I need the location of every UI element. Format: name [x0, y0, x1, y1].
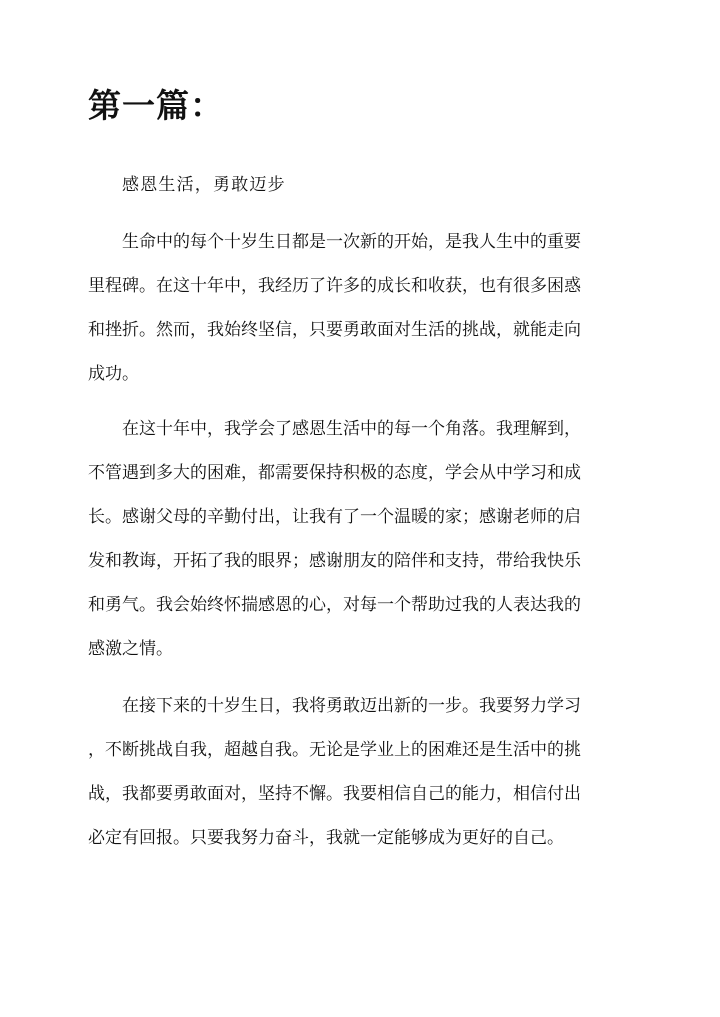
paragraph-line: 里程碑。在这十年中，我经历了许多的成长和收获，也有很多困惑: [88, 276, 581, 296]
paragraph-line: 和勇气。我会始终怀揣感恩的心，对每一个帮助过我的人表达我的: [88, 595, 581, 615]
essay-title: 感恩生活，勇敢迈步: [122, 175, 286, 195]
paragraph-1: [88, 220, 633, 396]
paragraph-3: [88, 684, 633, 860]
paragraph-line: 成功。: [88, 364, 139, 384]
paragraph-line: ，不断挑战自我，超越自我。无论是学业上的困难还是生活中的挑: [88, 740, 581, 760]
paragraph-2: [88, 407, 633, 671]
paragraph-line: 生命中的每个十岁生日都是一次新的开始，是我人生中的重要: [122, 232, 581, 252]
paragraph-line: 发和教诲，开拓了我的眼界；感谢朋友的陪伴和支持，带给我快乐: [88, 551, 581, 571]
document-heading: 第一篇：: [88, 86, 224, 125]
paragraph-line: 必定有回报。只要我努力奋斗，我就一定能够成为更好的自己。: [88, 828, 564, 848]
paragraph-line: 不管遇到多大的困难，都需要保持积极的态度，学会从中学习和成: [88, 463, 581, 483]
paragraph-line: 和挫折。然而，我始终坚信，只要勇敢面对生活的挑战，就能走向: [88, 320, 581, 340]
paragraph-line: 在接下来的十岁生日，我将勇敢迈出新的一步。我要努力学习: [122, 696, 581, 716]
paragraph-line: 感激之情。: [88, 639, 173, 659]
paragraph-line: 战，我都要勇敢面对，坚持不懈。我要相信自己的能力，相信付出: [88, 784, 581, 804]
paragraph-line: 在这十年中，我学会了感恩生活中的每一个角落。我理解到，: [122, 419, 581, 439]
paragraph-line: 长。感谢父母的辛勤付出，让我有了一个温暖的家；感谢老师的启: [88, 507, 581, 527]
